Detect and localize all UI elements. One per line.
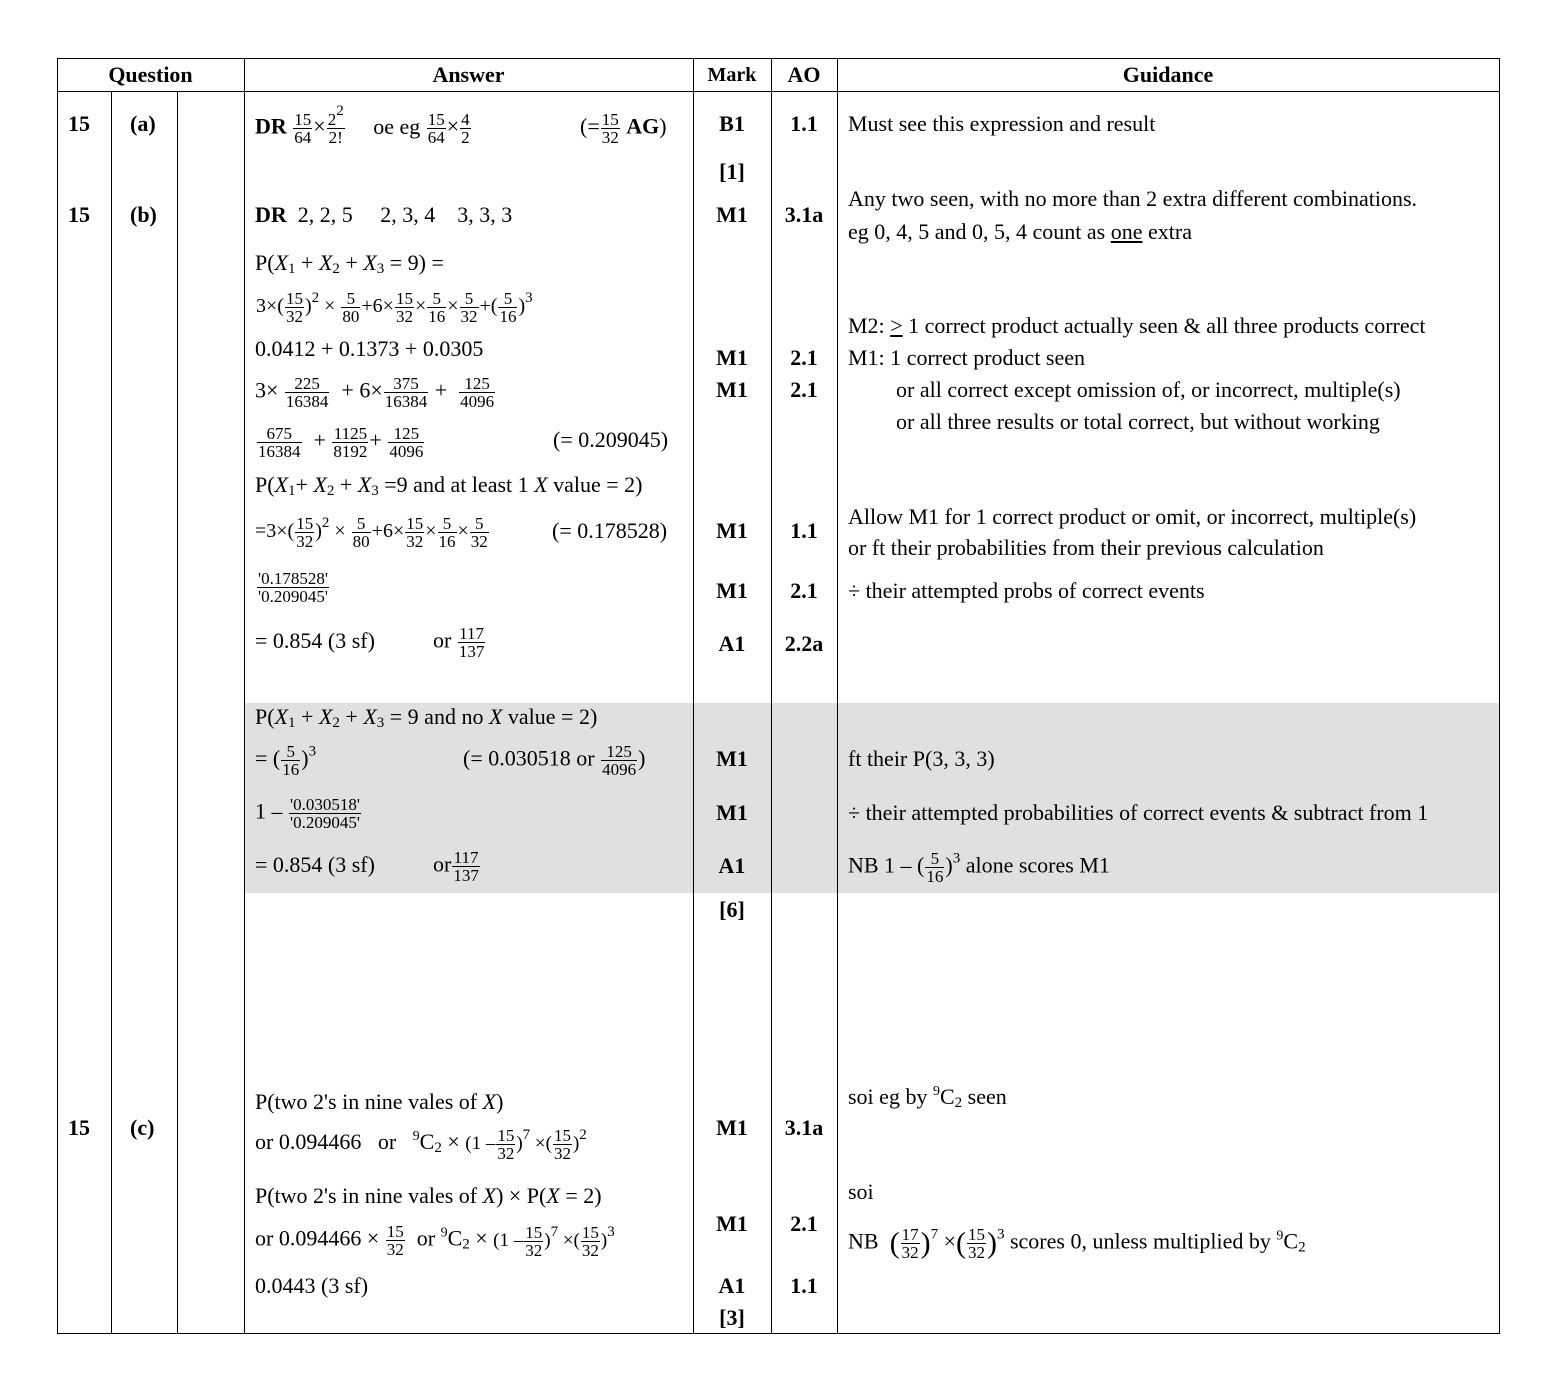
ao-code: 2.2a [784, 631, 824, 656]
alt-answer-result: (= 0.030518 or $\frac{125}{4096}$ ) [463, 742, 646, 779]
question-part: (a) [130, 111, 156, 136]
answer-final-fraction: or $\frac{117}{137}$ [433, 624, 485, 661]
table-bottom-border [57, 1333, 1500, 1334]
ao-code: 3.1a [784, 1115, 824, 1140]
answer-15a-result: (= $\frac{15}{32}$ AG) [580, 110, 667, 147]
col-border-ao [837, 58, 838, 1333]
mark-code: A1 [718, 853, 746, 878]
guidance-text: Any two seen, with no more than 2 extra different combinations. [848, 186, 1418, 211]
answer-conditional: $P(X_1+ X_2 + X_3 =9$ and at least 1 X value = 2) [255, 472, 643, 499]
mark-code: M1 [716, 202, 748, 227]
guidance-text: ÷ their attempted probs of correct events [848, 578, 1205, 603]
col-border-left [57, 58, 58, 1333]
guidance-text: or ft their probabilities from their previous calculation [848, 535, 1324, 560]
guidance-text: M2: > 1 correct product actually seen & all three products correct [848, 313, 1426, 338]
guidance-text: eg 0, 4, 5 and 0, 5, 4 count as one extra [848, 219, 1192, 244]
fraction: $\frac{15}{64}$ [294, 110, 312, 147]
col-border-mark [771, 58, 772, 1333]
answer-conditional-result: (= 0.178528) [552, 518, 668, 543]
answer-final: = 0.854 (3 sf) [255, 628, 375, 653]
ao-code: 3.1a [784, 202, 824, 227]
mark-code: M1 [716, 746, 748, 771]
alt-answer-final-fraction: or $\frac{117}{137}$ [433, 848, 479, 885]
ao-code: 2.1 [790, 578, 818, 603]
mark-code: M1 [716, 578, 748, 603]
question-number: 15 [68, 111, 90, 136]
answer-sum-result: (= 0.209045) [553, 427, 669, 452]
answer-expression: 3×( $\frac{15}{32}$ )$^2$ × $\frac{5}{80}$ +6× $\frac{15}{32}$ × $\frac{5}{16}$ × $\frac{5}{32}$ +( $\frac{5}{16}$ )$^3$ [256, 289, 533, 326]
alt-answer-probability: $P(X_1 + X_2 + X_3 = 9$ and no X value = 2) [255, 704, 598, 731]
answer-conditional-expression: =3×( $\frac{15}{32}$ )$^2$ × $\frac{5}{80}$ +6× $\frac{15}{32}$ × $\frac{5}{16}$ × $\frac{5}{32}$ [255, 514, 488, 551]
answer-product-expression: or 0.094466 × $\frac{15}{32}$ or $^9C_2 \times (1$ – $\frac{15}{32}$ )$^7$ ×( $\frac{15}{32}$ )$^3$ [255, 1222, 615, 1260]
guidance-text: or all three results or total correct, but without working [896, 409, 1380, 434]
guidance-text: NB 1 – ( $\frac{5}{16}$ )$^3$ alone scores M1 [848, 849, 1110, 886]
dr-label: DR [255, 113, 287, 139]
ao-code: 2.1 [790, 1211, 818, 1236]
question-part: (b) [130, 202, 157, 227]
mark-code: A1 [718, 631, 746, 656]
col-border-question [244, 58, 245, 1333]
header-bottom-border [57, 91, 1500, 92]
guidance-text: ft their P(3, 3, 3) [848, 746, 995, 771]
col-border-num [111, 91, 112, 1333]
answer-combinations: DR 2, 2, 5 2, 3, 4 3, 3, 3 [255, 202, 513, 227]
part-total: [3] [719, 1305, 745, 1330]
guidance-text: M1: 1 correct product seen [848, 345, 1086, 370]
answer-15a: DR $\frac{15}{64}$ × $\frac{22}{2!}$ oe eg $\frac{15}{64}$ × $\frac{4}{2}$ [255, 103, 470, 147]
ao-code: 1.1 [790, 1273, 818, 1298]
question-number: 15 [68, 1115, 90, 1140]
answer-ratio: $\frac{'0.178528'}{'0.209045'}$ [258, 569, 328, 606]
mark-code: M1 [716, 518, 748, 543]
answer-fractions: 3× $\frac{225}{16384}$ + 6× $\frac{375}{16384}$ + $\frac{125}{4096}$ [255, 374, 495, 411]
answer-fraction-sum: $\frac{675}{16384}$ + $\frac{1125}{8192}$ + $\frac{125}{4096}$ [258, 424, 424, 461]
header-ao: AO [787, 62, 821, 87]
guidance-text: or all correct except omission of, or incorrect, multiple(s) [896, 377, 1401, 402]
answer-binomial: P(two 2's in nine vales of X) [255, 1089, 504, 1114]
ao-code: 1.1 [790, 518, 818, 543]
part-total: [1] [719, 159, 745, 184]
answer-sum-probability: $P(X_1 + X_2 + X_3 = 9)$ = [255, 250, 444, 277]
col-border-answer [693, 58, 694, 1333]
part-total: [6] [719, 897, 745, 922]
question-number: 15 [68, 202, 90, 227]
guidance-text: Must see this expression and result [848, 111, 1156, 136]
header-question: Question [108, 62, 193, 87]
answer-final: 0.0443 (3 sf) [255, 1273, 369, 1298]
mark-code: A1 [718, 1273, 746, 1298]
mark-code: M1 [716, 1115, 748, 1140]
mark-code: M1 [716, 377, 748, 402]
ao-code: 2.1 [790, 345, 818, 370]
fraction: $\frac{22}{2!}$ [327, 103, 344, 147]
answer-decimals: 0.0412 + 0.1373 + 0.0305 [255, 336, 484, 361]
guidance-text: Allow M1 for 1 correct product or omit, or incorrect, multiple(s) [848, 504, 1417, 529]
col-border-part [177, 91, 178, 1333]
guidance-text: NB ( $\frac{17}{32}$ )$^7$ ×( $\frac{15}{32}$ )$^3$ scores 0, unless multiplied by $^9C_2$ [848, 1225, 1306, 1262]
header-answer: Answer [432, 62, 505, 87]
question-part: (c) [130, 1115, 155, 1140]
mark-code: B1 [719, 111, 745, 136]
header-guidance: Guidance [1122, 62, 1214, 87]
answer-binomial-expression: or 0.094466 or $^9C_2 \times (1$ – $\frac{15}{32}$ )$^7$ ×( $\frac{15}{32}$ )$^2$ [255, 1126, 587, 1163]
ao-code: 2.1 [790, 377, 818, 402]
alt-answer-ratio: 1 – $\frac{'0.030518'}{'0.209045'}$ [255, 795, 360, 832]
mark-code: M1 [716, 345, 748, 370]
col-border-right [1499, 58, 1500, 1333]
guidance-text: soi [848, 1179, 874, 1204]
guidance-text: ÷ their attempted probabilities of correct events & subtract from 1 [848, 800, 1429, 825]
mark-code: M1 [716, 1211, 748, 1236]
alt-answer-final: = 0.854 (3 sf) [255, 852, 375, 877]
alt-answer-expression: = ( $\frac{5}{16}$ )$^3$ [255, 742, 317, 779]
ao-code: 1.1 [790, 111, 818, 136]
answer-product: P(two 2's in nine vales of X) × P(X = 2) [255, 1183, 602, 1208]
fraction: $\frac{15}{64}$ [427, 110, 445, 147]
guidance-text: soi eg by $^9C_2$ seen [848, 1084, 1007, 1111]
header-mark: Mark [707, 64, 757, 86]
mark-code: M1 [716, 800, 748, 825]
fraction: $\frac{4}{2}$ [461, 110, 470, 147]
table-top-border [57, 58, 1500, 59]
